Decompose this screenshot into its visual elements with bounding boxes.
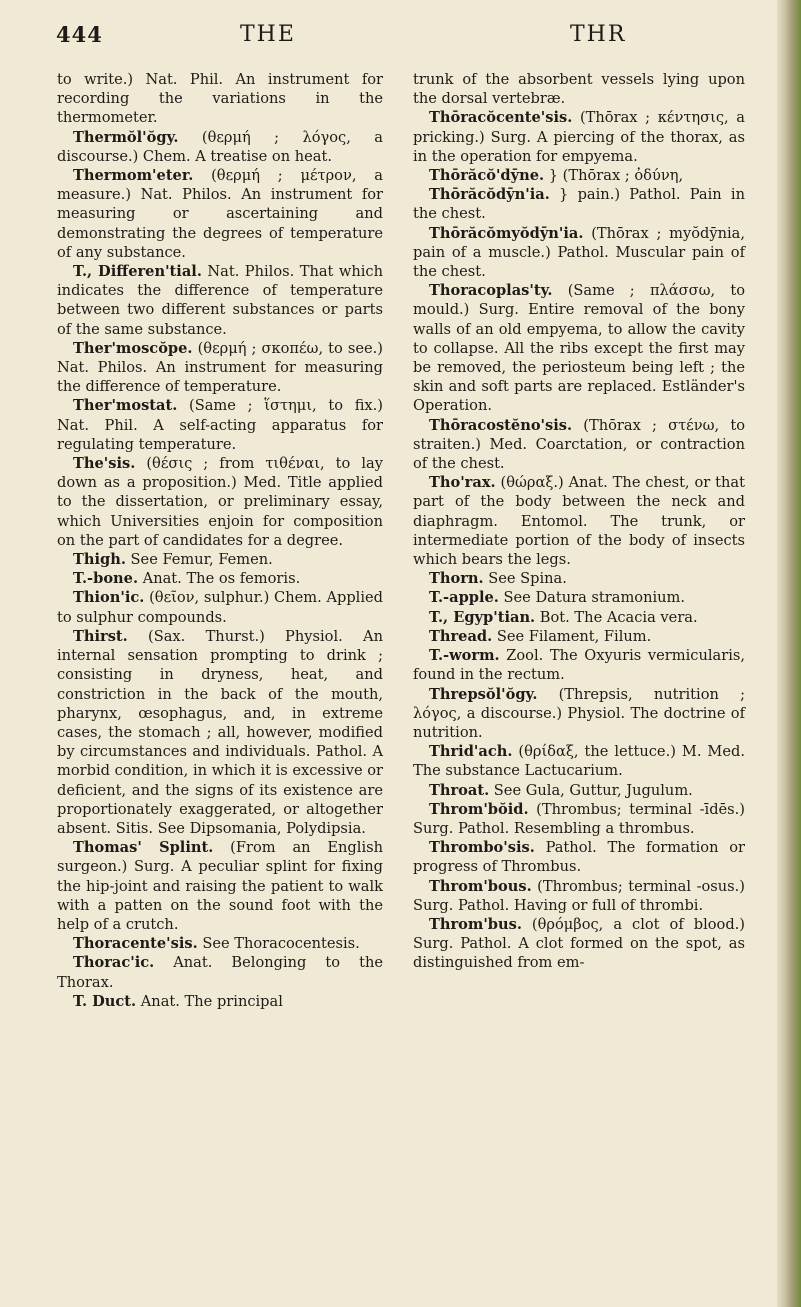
entry-headword: T. Duct. [73,992,137,1010]
entry-headword: T.-apple. [429,589,499,607]
entry-definition: (θώραξ.) Anat. The chest, or that part of the body between the neck and diaphragm. Entomol. The trunk, or intermediate portion of the body of insects which bears the legs. [413,474,745,569]
page-header [0,22,770,62]
dictionary-entry [413,569,745,588]
entry-headword: Thōracostĕno'sis. [429,416,573,434]
right-column [413,70,745,973]
left-column [57,70,383,1011]
dictionary-entry [57,627,383,838]
entry-definition: Anat. The os femoris. [138,570,301,588]
dictionary-entry [413,646,745,684]
dictionary-entry [57,550,383,569]
entry-headword: Thrid'ach. [429,743,513,761]
dictionary-entry [413,70,745,108]
dictionary-entry [413,185,745,223]
entry-definition: See Thoracocentesis. [197,935,360,953]
entry-headword: T., Egyp'tian. [429,608,536,626]
entry-definition: (θρίδαξ, the lettuce.) M. Med. The substance Lactucarium. [413,743,745,780]
entry-definition: Nat. Philos. That which indicates the difference of temperature between two different substances or parts of the same substance. [57,263,383,338]
dictionary-entry [413,608,745,627]
entry-headword: Throat. [429,781,490,799]
dictionary-entry [413,742,745,780]
dictionary-entry [413,473,745,569]
dictionary-entry [57,396,383,454]
entry-definition: (Thōrax ; στένω, to straiten.) Med. Coarctation, or contraction of the chest. [413,416,745,473]
entry-headword: Throm'bous. [429,877,532,895]
dictionary-entry [57,70,383,128]
entry-headword: Thermŏl'ŏgy. [73,128,179,146]
entry-definition: (Threpsis, nutrition ; λόγος, a discourse.) Physiol. The doctrine of nutrition. [413,685,745,741]
dictionary-entry [57,992,383,1011]
entry-headword: Thōrăcŏdȳn'ia. [429,186,550,204]
entry-definition: (θερμή ; λόγος, a discourse.) Chem. A treatise on heat. [57,128,383,165]
entry-definition: (From an English surgeon.) Surg. A peculiar splint for fixing the hip-joint and raising the patient to walk with a patten on the sound foot with the help of a crutch. [57,839,383,933]
dictionary-entry [413,588,745,607]
dictionary-entry [413,781,745,800]
dictionary-entry [57,588,383,626]
entry-headword: Thion'ic. [73,589,145,607]
dictionary-entry [57,454,383,550]
entry-headword: Threpsŏl'ŏgy. [429,685,538,703]
entry-definition: Pathol. The formation or progress of Thrombus. [413,839,745,876]
dictionary-entry [57,262,383,339]
entry-headword: Ther'mostat. [73,397,178,415]
entry-definition: Anat. The principal [136,992,283,1010]
entry-definition: (θέσις ; from τιθέναι, to lay down as a proposition.) Med. Title applied to the dissertation, or preliminary essay, which Universities enjoin for composition on the part of candidates for a degree. [57,455,383,549]
entry-headword: The'sis. [73,455,136,473]
dictionary-entry [57,339,383,397]
dictionary-entry [413,627,745,646]
entry-headword: Thermom'eter. [73,167,194,185]
entry-headword: Thōrăcŏmyŏdȳn'ia. [429,224,584,242]
entry-definition: (Same ; πλάσσω, to mould.) Surg. Entire removal of the bony walls of an old empyema, to allow the cavity to collapse. All the ribs except the first may be removed, the periosteum being left ; the skin and soft parts are replaced. Estländer's Operation. [413,282,745,415]
dictionary-entry [57,953,383,991]
running-head-right: THR [570,22,627,47]
entry-definition: trunk of the absorbent vessels lying upon the dorsal vertebræ. [413,71,745,108]
entry-headword: Thomas' Splint. [73,839,214,857]
dictionary-entry [57,166,383,262]
dictionary-entry [413,838,745,876]
entry-headword: T.-bone. [73,570,139,588]
dictionary-entry [413,685,745,743]
dictionary-entry [413,108,745,166]
entry-definition: (Thrombus; terminal -osus.) Surg. Pathol. Having or full of thrombi. [413,877,745,914]
entry-definition: (θερμή ; σκοπέω, to see.) Nat. Philos. An instrument for measuring the difference of temperature. [57,339,383,396]
entry-headword: T.-worm. [429,647,500,665]
entry-headword: Thirst. [73,627,128,645]
entry-headword: Throm'bŏid. [429,800,529,818]
entry-definition: (θερμή ; μέτρον, a measure.) Nat. Philos. An instrument for measuring or ascertaining and demonstrating the degrees of temperature of any substance. [57,167,383,261]
entry-headword: Thorn. [429,570,484,588]
running-head-left: THE [240,22,296,47]
entry-definition: (Thrombus; terminal -īdēs.) Surg. Pathol. Resembling a thrombus. [413,800,745,837]
entry-definition: (Sax. Thurst.) Physiol. An internal sensation prompting to drink ; consisting in dryness, heat, and constriction in the back of the mouth, pharynx, œsophagus, and, in extreme cases, the stomach ; all, however, modified by circumstances and individuals. Pathol. A morbid condition, in which it is excessive or deficient, and the signs of its existence are proportionately exaggerated, or altogether absent. Sitis. See Dipsomania, Polydipsia. [57,627,384,837]
dictionary-entry [57,128,383,166]
entry-definition: } (Thōrax ; ὀδύνη, [544,167,684,185]
entry-definition: (Thōrax ; myŏdȳnia, pain of a muscle.) Pathol. Muscular pain of the chest. [413,224,745,281]
dictionary-entry [413,877,745,915]
entry-headword: T., Differen'tial. [73,263,202,281]
entry-definition: Bot. The Acacia vera. [535,608,698,626]
entry-definition: Zool. The Oxyuris vermicularis, found in the rectum. [413,647,745,684]
dictionary-entry [57,569,383,588]
dictionary-entry [413,800,745,838]
entry-definition: See Filament, Filum. [492,627,652,645]
entry-definition: (Same ; ἵστημι, to fix.) Nat. Phil. A self-acting apparatus for regulating temperature. [57,397,383,453]
dictionary-entry [57,838,383,934]
entry-headword: Thōracŏcente'sis. [429,109,573,127]
entry-headword: Tho'rax. [429,474,496,492]
entry-headword: Thread. [429,627,493,645]
entry-definition: (θεῖον, sulphur.) Chem. Applied to sulphur compounds. [57,589,383,626]
entry-headword: Ther'moscŏpe. [73,339,193,357]
entry-definition: See Gula, Guttur, Jugulum. [489,781,693,799]
page-edge [777,0,801,1307]
dictionary-entry [413,281,745,415]
entry-definition: to write.) Nat. Phil. An instrument for recording the variations in the thermometer. [57,71,383,127]
entry-headword: Thoracoplas'ty. [429,282,553,300]
entry-definition: See Spina. [483,570,567,588]
entry-headword: Throm'bus. [429,915,522,933]
entry-definition: See Datura stramonium. [498,589,686,607]
dictionary-entry [57,934,383,953]
entry-headword: Thorac'ic. [73,954,155,972]
dictionary-entry [413,166,745,185]
entry-definition: Anat. Belonging to the Thorax. [57,954,383,991]
entry-headword: Thrombo'sis. [429,839,535,857]
dictionary-entry [413,416,745,474]
entry-definition: (Thōrax ; κέντησις, a pricking.) Surg. A piercing of the thorax, as in the operation for empyema. [413,109,745,165]
entry-headword: Thoracente'sis. [73,935,198,953]
dictionary-entry [413,915,745,973]
dictionary-entry [413,224,745,282]
entry-headword: Thigh. [73,551,126,569]
entry-definition: See Femur, Femen. [125,551,273,569]
entry-definition: } pain.) Pathol. Pain in the chest. [413,186,745,223]
page-number: 444 [56,22,103,47]
entry-definition: (θρόμβος, a clot of blood.) Surg. Pathol. A clot formed on the spot, as distinguished from em- [413,915,745,972]
entry-headword: Thōrăcŏ'dȳne. [429,167,545,185]
